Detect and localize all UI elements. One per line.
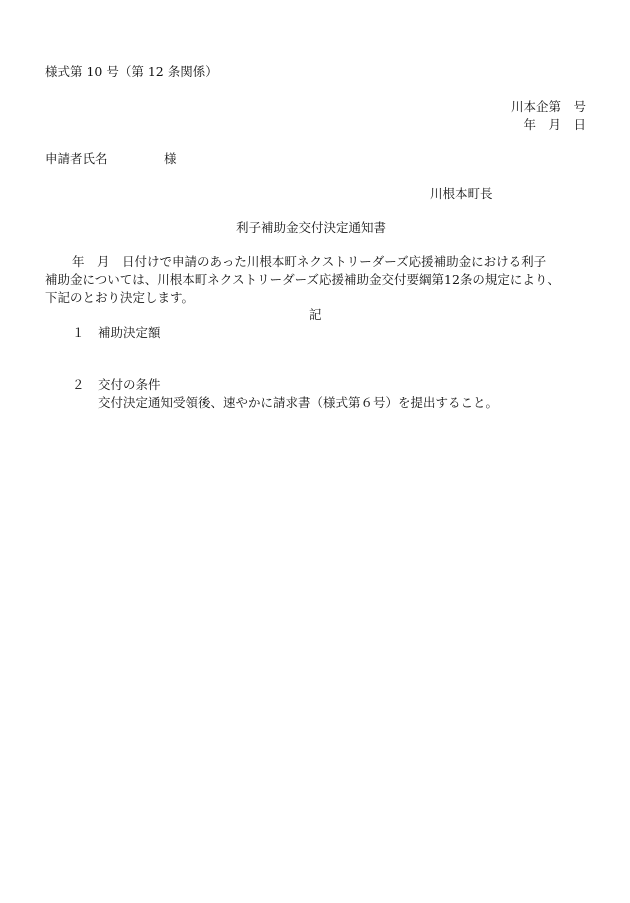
item-2-detail: 交付決定通知受領後、速やかに請求書（様式第６号）を提出すること。 — [98, 395, 499, 410]
applicant-name-label: 申請者氏名 — [45, 151, 108, 166]
body-line-2: 補助金については、川根本町ネクストリーダーズ応援補助金交付要綱第12条の規定により、 — [45, 272, 560, 287]
document-number: 川本企第 号 — [510, 99, 586, 114]
body-line-1: 年 月 日付けで申請のあった川根本町ネクストリーダーズ応援補助金における利子 — [72, 254, 547, 269]
form-number: 様式第 10 号（第 12 条関係） — [45, 64, 218, 79]
ki-heading: 記 — [309, 307, 322, 322]
item-2-label: 交付の条件 — [98, 377, 161, 392]
document-title: 利子補助金交付決定通知書 — [236, 220, 387, 235]
issuer-name: 川根本町長 — [430, 186, 493, 201]
body-line-3: 下記のとおり決定します。 — [45, 290, 195, 305]
document-date: 年 月 日 — [523, 117, 586, 132]
applicant-honorific: 様 — [164, 151, 177, 166]
item-2-number: ２ — [72, 377, 85, 392]
item-1-number: １ — [72, 325, 85, 340]
item-1-label: 補助決定額 — [98, 325, 161, 340]
